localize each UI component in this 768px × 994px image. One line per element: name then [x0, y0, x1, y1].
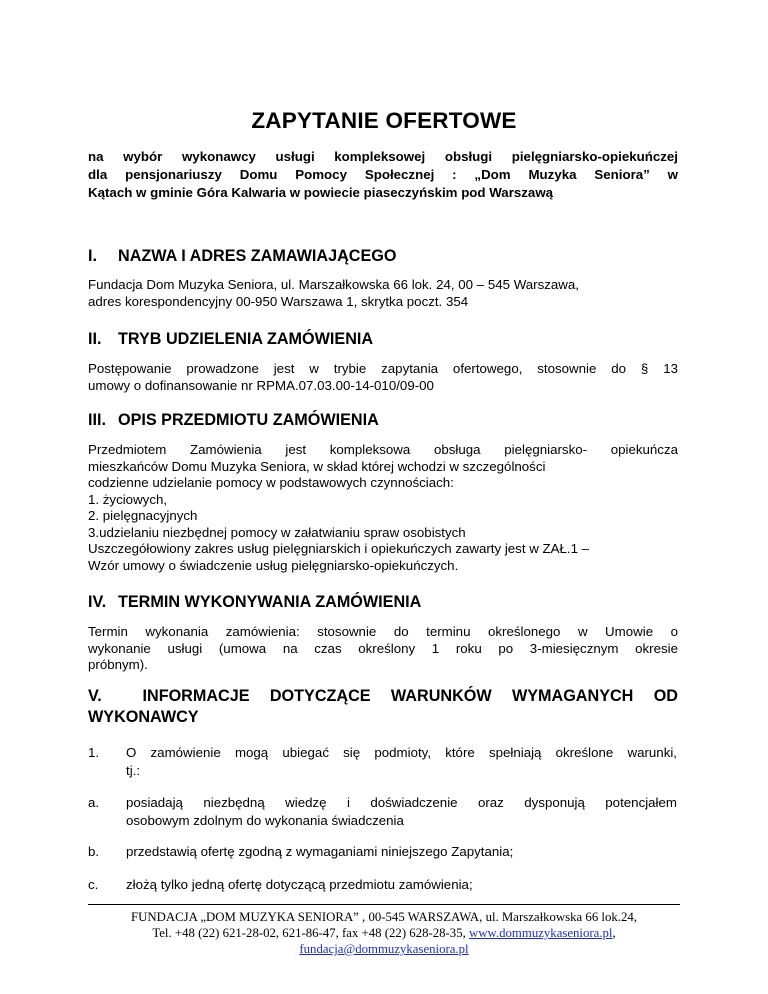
subtitle-line: Kątach w gminie Góra Kalwaria w powiecie piaseczyńskim pod Warszawą — [88, 185, 554, 200]
body-line: Przedmiotem Zamówienia jest kompleksowa obsługa pielęgniarsko- opiekuńcza — [88, 442, 678, 457]
body-line: Termin wykonania zamówienia: stosownie do terminu określonego w Umowie o — [88, 624, 678, 639]
body-line: tj.: — [126, 763, 141, 778]
body-line: Postępowanie prowadzone jest w trybie zapytania ofertowego, stosownie do § 13 — [88, 361, 678, 376]
body-line: złożą tylko jedną ofertę dotyczącą przedmiotu zamówienia; — [126, 877, 473, 892]
section-body-2 — [88, 361, 678, 394]
subtitle-line: dla pensjonariuszy Domu Pomocy Społecznej : „Dom Muzyka Seniora” w — [88, 167, 678, 182]
list-item-text — [126, 843, 677, 861]
section-heading-text: OPIS PRZEDMIOTU ZAMÓWIENIA — [118, 411, 379, 429]
footer-divider — [88, 904, 680, 905]
body-line: adres korespondencyjny 00-950 Warszawa 1, skrytka poczt. 354 — [88, 293, 469, 309]
body-line: 2. pielęgnacyjnych — [88, 508, 198, 523]
section-heading-2 — [88, 329, 678, 349]
website-link[interactable]: www.dommuzykaseniora.pl — [469, 926, 613, 940]
list-item-label: c. — [88, 877, 99, 892]
list-item — [88, 744, 678, 780]
body-line: 1. życiowych, — [88, 491, 168, 507]
body-line: próbnym). — [88, 657, 148, 672]
section-heading-3 — [88, 410, 678, 430]
section-heading-text: TERMIN WYKONYWANIA ZAMÓWIENIA — [118, 593, 422, 611]
body-line: wykonanie usługi (umowa na czas określony 1 roku po 3-miesięcznym okresie — [88, 640, 678, 656]
section-heading-4 — [88, 592, 678, 612]
list-item — [88, 794, 678, 830]
list-item-label: a. — [88, 795, 100, 810]
body-line: Fundacja Dom Muzyka Seniora, ul. Marszałkowska 66 lok. 24, 00 – 545 Warszawa, — [88, 277, 579, 292]
list-item-text — [126, 794, 677, 830]
section-number: I. — [88, 247, 97, 265]
list-item — [88, 843, 678, 861]
section-number: II. — [88, 330, 102, 348]
body-line: codzienne udzielanie pomocy w podstawowych czynnościach: — [88, 475, 454, 490]
section-body-4 — [88, 624, 678, 674]
email-link[interactable]: fundacja@dommuzykaseniora.pl — [299, 942, 469, 956]
section-number: IV. — [88, 593, 107, 611]
section-heading-text: TRYB UDZIELENIA ZAMÓWIENIA — [118, 330, 374, 348]
footer-phone-fax: Tel. +48 (22) 621-28-02, 621-86-47, fax +48 (22) 628-28-35, — [152, 926, 470, 940]
list-item-text — [126, 744, 677, 780]
document-title: ZAPYTANIE OFERTOWE — [251, 108, 517, 133]
list-item-label: 1. — [88, 745, 100, 760]
section-heading-text: NAZWA I ADRES ZAMAWIAJĄCEGO — [118, 247, 397, 265]
page-footer — [0, 909, 768, 957]
body-line: 3.udzielaniu niezbędnej pomocy w załatwianiu spraw osobistych — [88, 524, 466, 540]
document-subtitle — [88, 148, 678, 202]
list-item-text — [126, 876, 677, 894]
body-line: Uszczegółowiony zakres usług pielęgniarskich i opiekuńczych zawarty jest w ZAŁ.1 – — [88, 541, 590, 556]
footer-contact — [0, 925, 768, 941]
footer-email-line — [0, 941, 768, 957]
section-number: III. — [88, 411, 106, 429]
section-heading-text — [88, 686, 678, 707]
body-line: osobowym zdolnym do wykonania świadczenia — [126, 813, 404, 828]
section-body-1 — [88, 277, 678, 310]
body-line: O zamówienie mogą ubiegać się podmioty, które spełniają określone warunki, — [126, 745, 677, 760]
list-item — [88, 876, 678, 894]
section-body-3 — [88, 442, 678, 574]
body-line: umowy o dofinansowanie nr RPMA.07.03.00-14-010/09-00 — [88, 377, 434, 393]
body-line: mieszkańców Domu Muzyka Seniora, w skład której wchodzi w szczególności — [88, 458, 546, 474]
body-line: Wzór umowy o świadczenie usług pielęgniarsko-opiekuńczych. — [88, 557, 459, 573]
list-item-label: b. — [88, 844, 100, 859]
footer-address: FUNDACJA „DOM MUZYKA SENIORA” , 00-545 WARSZAWA, ul. Marszałkowska 66 lok.24, — [131, 910, 637, 924]
section-number: V. — [88, 687, 102, 705]
subtitle-line: na wybór wykonawcy usługi kompleksowej obsługi pielęgniarsko-opiekuńczej — [88, 149, 678, 164]
footer-separator: , — [612, 926, 616, 940]
section-heading-1 — [88, 246, 678, 266]
heading-line: WYKONAWCY — [88, 708, 199, 726]
body-line: posiadają niezbędną wiedzę i doświadczenie oraz dysponują potencjałem — [126, 795, 677, 810]
heading-line: INFORMACJE DOTYCZĄCE WARUNKÓW WYMAGANYCH OD — [142, 687, 678, 705]
section-heading-5 — [88, 686, 678, 728]
body-line: przedstawią ofertę zgodną z wymaganiami niniejszego Zapytania; — [126, 844, 514, 859]
